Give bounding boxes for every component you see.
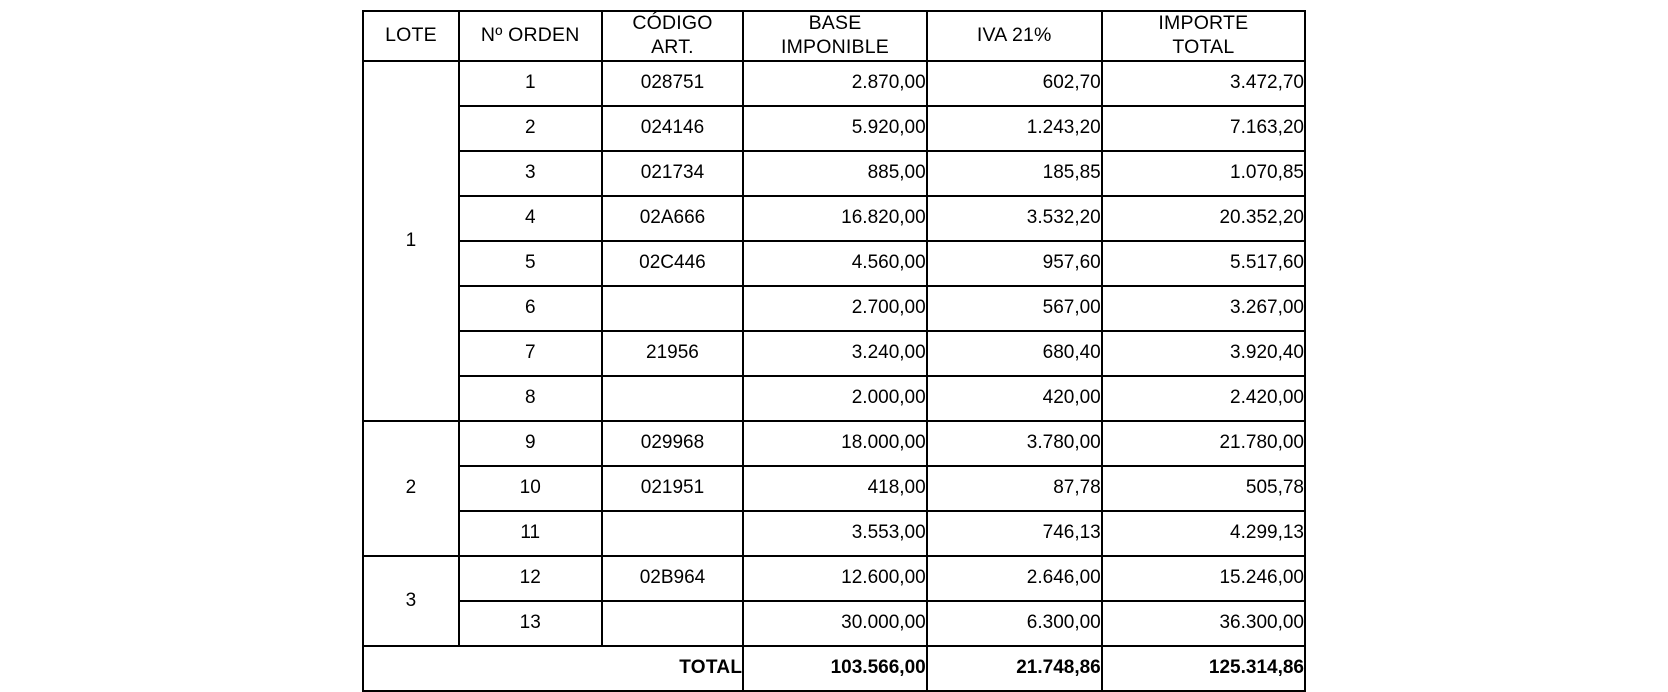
table-row [363,421,1305,466]
cell-orden: 2 [459,106,602,151]
cell-base: 5.920,00 [743,106,926,151]
cell-orden: 5 [459,241,602,286]
total-iva: 21.748,86 [927,646,1102,691]
table-row [363,286,1305,331]
cell-lote: 1 [363,61,459,421]
cell-importe: 3.472,70 [1102,61,1305,106]
total-base: 103.566,00 [743,646,926,691]
column-header-base-line2: IMPONIBLE [781,35,889,58]
cell-base: 3.240,00 [743,331,926,376]
cell-codigo: 021734 [602,151,744,196]
cell-iva: 746,13 [927,511,1102,556]
cell-codigo [602,511,744,556]
cell-iva: 3.532,20 [927,196,1102,241]
cell-orden: 1 [459,61,602,106]
table-row [363,241,1305,286]
table-row [363,556,1305,601]
column-header-codigo-line2: ART. [651,35,694,58]
cell-importe: 505,78 [1102,466,1305,511]
cell-importe: 3.920,40 [1102,331,1305,376]
cell-base: 4.560,00 [743,241,926,286]
cell-base: 30.000,00 [743,601,926,646]
cell-codigo: 024146 [602,106,744,151]
column-header-importe-line1: IMPORTE [1158,12,1249,34]
column-header-lote-line1: LOTE [385,23,437,46]
cell-importe: 4.299,13 [1102,511,1305,556]
cell-importe: 5.517,60 [1102,241,1305,286]
column-header-codigo-line1: CÓDIGO [632,12,713,34]
cell-orden: 6 [459,286,602,331]
table-row [363,331,1305,376]
table-header [363,11,1305,61]
cell-iva: 420,00 [927,376,1102,421]
cell-importe: 15.246,00 [1102,556,1305,601]
table-body [363,61,1305,691]
cell-codigo: 02B964 [602,556,744,601]
cell-lote: 2 [363,421,459,556]
cell-base: 3.553,00 [743,511,926,556]
cell-importe: 7.163,20 [1102,106,1305,151]
cell-codigo: 021951 [602,466,744,511]
cell-orden: 3 [459,151,602,196]
column-header-iva [927,11,1102,61]
cell-iva: 602,70 [927,61,1102,106]
table-row [363,151,1305,196]
table-row [363,196,1305,241]
cell-base: 12.600,00 [743,556,926,601]
column-header-importe-total [1102,11,1305,61]
cell-importe: 20.352,20 [1102,196,1305,241]
column-header-base-line1: BASE [808,12,862,34]
cell-lote: 3 [363,556,459,646]
cell-importe: 2.420,00 [1102,376,1305,421]
cell-base: 2.000,00 [743,376,926,421]
cell-codigo: 029968 [602,421,744,466]
table-row [363,511,1305,556]
total-importe: 125.314,86 [1102,646,1305,691]
cell-codigo [602,601,744,646]
table-header-row [363,11,1305,61]
table-row [363,601,1305,646]
cell-base: 2.700,00 [743,286,926,331]
table-total-row [363,646,1305,691]
column-header-codigo [602,11,744,61]
table-row [363,376,1305,421]
total-label: TOTAL [363,646,743,691]
cell-codigo: 21956 [602,331,744,376]
cell-iva: 3.780,00 [927,421,1102,466]
cell-base: 16.820,00 [743,196,926,241]
cell-orden: 11 [459,511,602,556]
cell-base: 18.000,00 [743,421,926,466]
cell-orden: 7 [459,331,602,376]
cell-codigo: 028751 [602,61,744,106]
cell-base: 418,00 [743,466,926,511]
cell-orden: 9 [459,421,602,466]
cell-orden: 12 [459,556,602,601]
cell-iva: 1.243,20 [927,106,1102,151]
invoice-table [362,10,1306,692]
table-row [363,61,1305,106]
cell-base: 2.870,00 [743,61,926,106]
cell-codigo: 02A666 [602,196,744,241]
cell-iva: 680,40 [927,331,1102,376]
table-row [363,106,1305,151]
cell-codigo [602,376,744,421]
cell-codigo [602,286,744,331]
cell-orden: 13 [459,601,602,646]
cell-orden: 10 [459,466,602,511]
column-header-orden-line1: Nº ORDEN [480,23,580,46]
column-header-lote [363,11,459,61]
column-header-base-imponible [743,11,926,61]
cell-iva: 87,78 [927,466,1102,511]
cell-importe: 21.780,00 [1102,421,1305,466]
column-header-importe-line2: TOTAL [1172,35,1235,58]
cell-iva: 2.646,00 [927,556,1102,601]
cell-orden: 8 [459,376,602,421]
cell-importe: 36.300,00 [1102,601,1305,646]
cell-base: 885,00 [743,151,926,196]
cell-iva: 957,60 [927,241,1102,286]
cell-iva: 185,85 [927,151,1102,196]
cell-orden: 4 [459,196,602,241]
table-row [363,466,1305,511]
cell-codigo: 02C446 [602,241,744,286]
column-header-iva-line1: IVA 21% [976,23,1052,46]
invoice-table-container [362,10,1306,692]
column-header-orden [459,11,602,61]
cell-iva: 567,00 [927,286,1102,331]
cell-iva: 6.300,00 [927,601,1102,646]
cell-importe: 3.267,00 [1102,286,1305,331]
cell-importe: 1.070,85 [1102,151,1305,196]
